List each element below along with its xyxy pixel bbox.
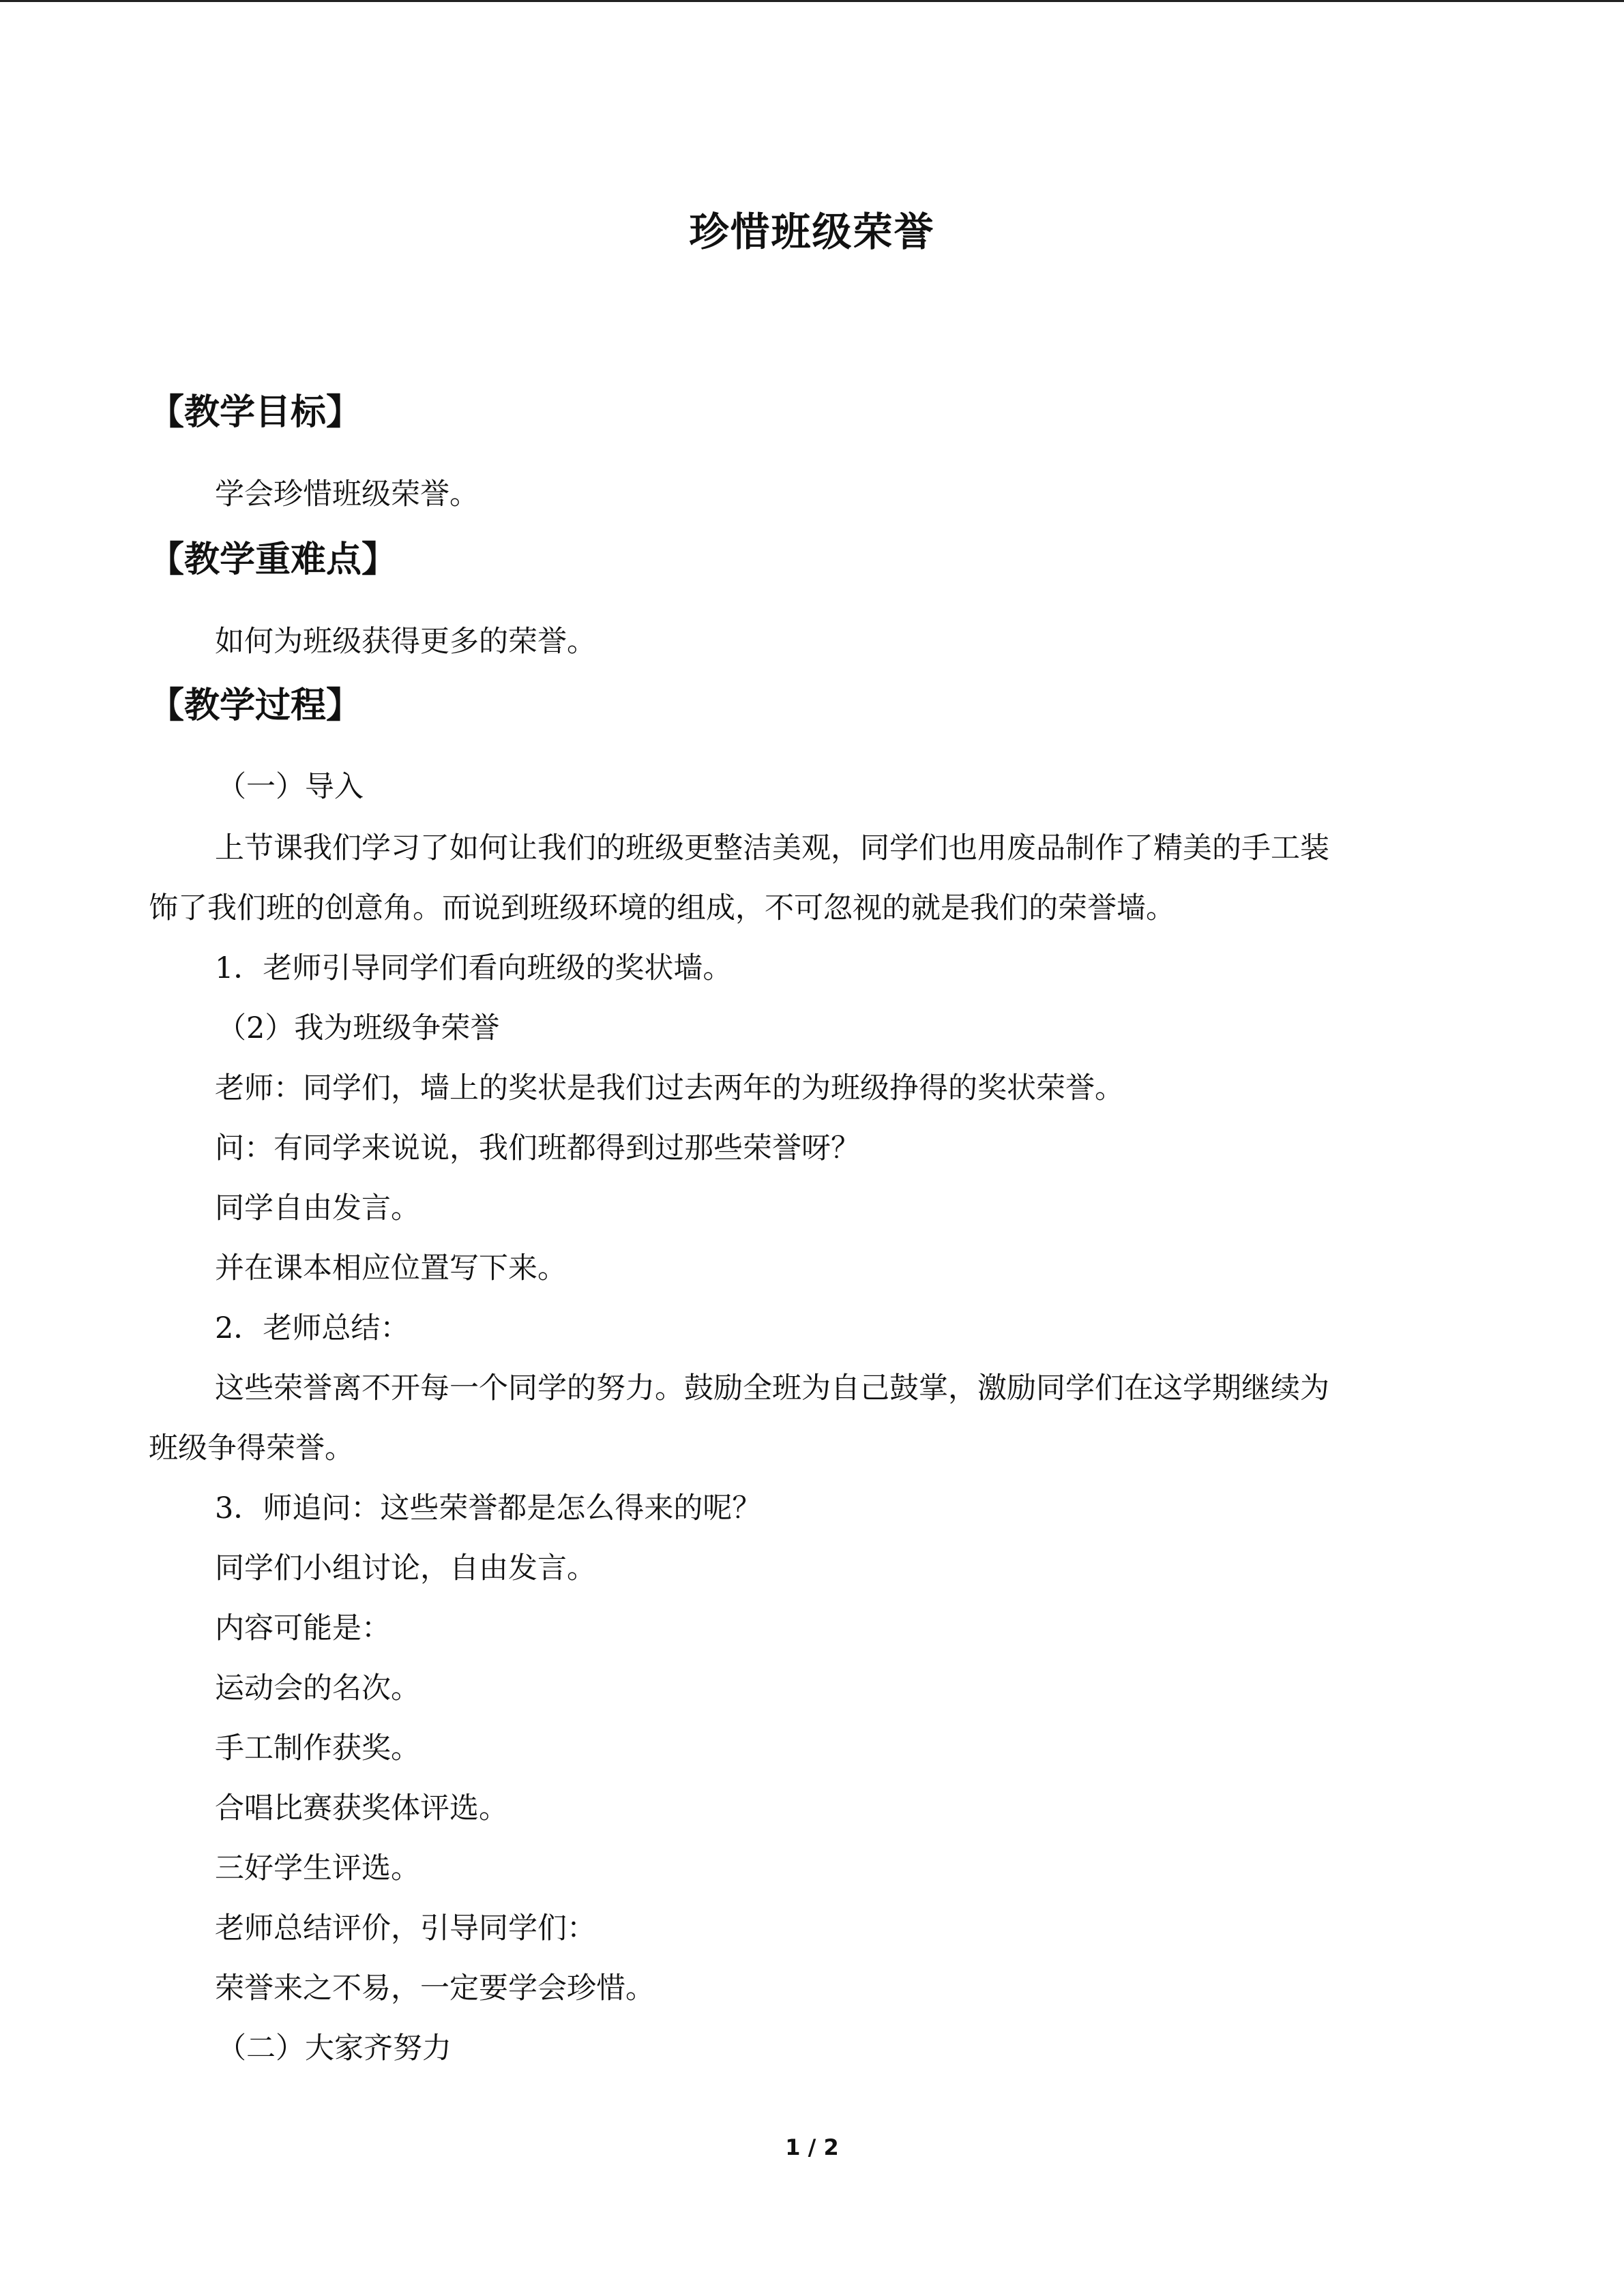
- process-line: 饰了我们班的创意角。而说到班级环境的组成，不可忽视的就是我们的荣誉墙。: [149, 891, 1175, 925]
- process-line: 内容可能是：: [215, 1611, 391, 1645]
- process-line: 手工制作获奖。: [215, 1731, 420, 1765]
- page-top-border: [0, 0, 1624, 2]
- document-title: 珍惜班级荣誉: [689, 209, 935, 255]
- process-line: 3．师追问：这些荣誉都是怎么得来的呢？: [215, 1491, 762, 1525]
- process-line: 荣誉来之不易，一定要学会珍惜。: [215, 1971, 655, 2006]
- process-line: （2）我为班级争荣誉: [217, 1011, 500, 1045]
- process-line: 三好学生评选。: [215, 1851, 420, 1885]
- process-line: 运动会的名次。: [215, 1671, 420, 1705]
- heading-key-points: 【教学重难点】: [149, 539, 398, 580]
- process-line: 这些荣誉离不开每一个同学的努力。鼓励全班为自己鼓掌，激励同学们在这学期继续为: [215, 1371, 1329, 1405]
- process-line: 并在课本相应位置写下来。: [215, 1251, 567, 1285]
- process-line: （二）大家齐努力: [217, 2031, 452, 2066]
- key-points-text: 如何为班级获得更多的荣誉。: [215, 625, 596, 659]
- process-line: 老师：同学们，墙上的奖状是我们过去两年的为班级挣得的奖状荣誉。: [215, 1071, 1124, 1105]
- page-number: 1 / 2: [785, 2134, 839, 2160]
- process-line: 问：有同学来说说，我们班都得到过那些荣誉呀？: [215, 1131, 860, 1165]
- process-line: 上节课我们学习了如何让我们的班级更整洁美观，同学们也用废品制作了精美的手工装: [215, 831, 1329, 865]
- process-line: 班级争得荣誉。: [149, 1431, 354, 1465]
- process-line: 1．老师引导同学们看向班级的奖状墙。: [215, 951, 733, 985]
- goal-text: 学会珍惜班级荣誉。: [215, 477, 479, 511]
- process-line: （一）导入: [217, 770, 364, 804]
- process-line: 老师总结评价，引导同学们：: [215, 1911, 596, 1945]
- process-line: 同学自由发言。: [215, 1191, 420, 1225]
- process-line: 2．老师总结：: [215, 1311, 410, 1345]
- process-line: 同学们小组讨论，自由发言。: [215, 1551, 596, 1585]
- heading-teaching-goals: 【教学目标】: [149, 392, 362, 433]
- process-line: 合唱比赛获奖体评选。: [215, 1791, 508, 1825]
- heading-teaching-process: 【教学过程】: [149, 685, 362, 726]
